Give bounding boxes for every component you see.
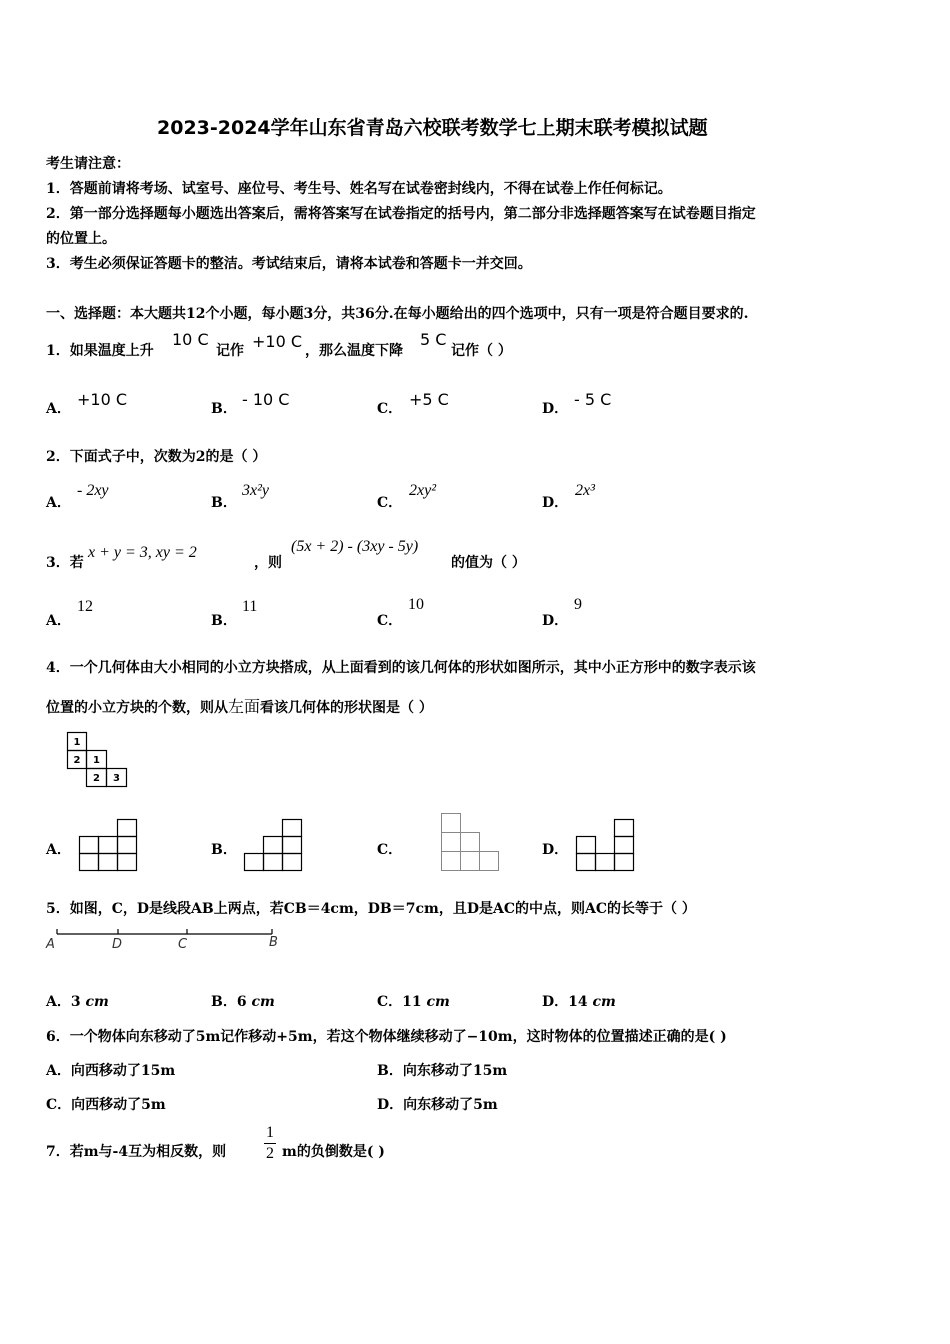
section-heading: 一、选择题：本大题共12个小题，每小题3分，共36分.在每小题给出的四个选项中，只有一项是符合题目要求的. xyxy=(46,306,749,322)
q2-option-b-label: B． xyxy=(211,495,237,511)
q6-option-b xyxy=(377,1060,507,1080)
q5-option-c xyxy=(377,991,450,1011)
q2-option-a-label: A． xyxy=(46,495,71,511)
q5-option-a-value: 3 xyxy=(70,994,86,1010)
q4-option-d-label: D． xyxy=(542,842,569,858)
q5-option-c-label: C． xyxy=(377,994,403,1010)
q2-option-c-value: 2xy² xyxy=(409,482,436,499)
grid-number: 3 xyxy=(113,773,120,784)
grid-number: 2 xyxy=(93,773,100,784)
question-4-text-a: 位置的小立方块的个数，则从 xyxy=(46,700,228,716)
fraction-denominator: 2 xyxy=(266,1145,274,1162)
q6-option-a-value: 向西移动了15m xyxy=(70,1063,176,1079)
question-1-text-b: 记作 xyxy=(216,343,244,359)
q1-option-a-value: +10 C xyxy=(77,390,128,409)
question-4-text-line1: 4．一个几何体由大小相同的小立方块搭成，从上面看到的该几何体的形状如图所示，其中小正方形中的数字表示该 xyxy=(46,660,756,676)
grid-number: 1 xyxy=(73,737,81,748)
top-view-grid xyxy=(60,724,134,790)
point-label: C xyxy=(178,937,188,952)
q4-option-b-figure xyxy=(243,818,305,872)
notice-item: 1．答题前请将考场、试室号、座位号、考生号、姓名写在试卷密封线内，不得在试卷上作任何标记。 xyxy=(46,181,672,197)
q2-option-c-label: C． xyxy=(377,495,403,511)
q5-option-b xyxy=(211,991,275,1011)
question-4-text-b: 看该几何体的形状图是（ ） xyxy=(260,700,433,716)
q4-option-a-label: A． xyxy=(46,842,71,858)
q5-option-d-value: 14 xyxy=(568,994,593,1010)
q3-option-b-label: B． xyxy=(211,613,237,629)
point-label: B xyxy=(269,935,278,950)
q6-option-a-label: A． xyxy=(46,1063,71,1079)
q1-option-c-value: +5 C xyxy=(409,390,449,409)
grid-number: 1 xyxy=(93,755,100,766)
q6-option-c-label: C． xyxy=(46,1097,72,1113)
q5-option-b-label: B． xyxy=(211,994,237,1010)
q4-option-b-label: B． xyxy=(211,842,237,858)
page-title: 2023-2024学年山东省青岛六校联考数学七上期末联考模拟试题 xyxy=(157,117,708,139)
q6-option-d-label: D． xyxy=(377,1097,404,1113)
notice-item: 的位置上。 xyxy=(46,231,116,247)
q6-option-d xyxy=(377,1094,498,1114)
q5-option-d-unit: cm xyxy=(592,994,616,1010)
q3-option-d-label: D． xyxy=(542,613,569,629)
question-4-text-emph: 左面 xyxy=(228,697,261,716)
question-3-text-a: 3．若 xyxy=(46,555,84,571)
q5-option-c-unit: cm xyxy=(426,994,450,1010)
q6-option-b-label: B． xyxy=(377,1063,403,1079)
q4-option-a-figure xyxy=(78,818,140,872)
question-2-text: 2．下面式子中，次数为2的是（ ） xyxy=(46,449,267,465)
question-3-math: (5x + 2) - (3xy - 5y) xyxy=(291,538,419,555)
point-label: D xyxy=(112,937,123,952)
question-1-text-a: 1．如果温度上升 xyxy=(46,343,154,359)
q6-option-c-value: 向西移动了5m xyxy=(71,1097,166,1113)
q1-option-d-label: D． xyxy=(542,401,569,417)
q4-option-c-figure xyxy=(439,812,503,872)
q2-option-d-label: D． xyxy=(542,495,569,511)
q2-option-a-value: - 2xy xyxy=(77,482,109,499)
notice-item: 2．第一部分选择题每小题选出答案后，需将答案写在试卷指定的括号内，第二部分非选择题答案写在试卷题目指定 xyxy=(46,206,756,222)
q5-option-a-unit: cm xyxy=(85,994,109,1010)
fraction-numerator: 1 xyxy=(266,1124,274,1141)
q3-option-b-value: 11 xyxy=(242,598,258,615)
question-5-text: 5．如图，C，D是线段AB上两点，若CB＝4cm，DB＝7cm，且D是AC的中点，则AC的长等于（ ） xyxy=(46,901,696,917)
notice-heading: 考生请注意： xyxy=(46,156,130,172)
q6-option-b-value: 向东移动了15m xyxy=(402,1063,508,1079)
q2-option-b-value: 3x²y xyxy=(242,482,269,499)
q5-option-b-unit: cm xyxy=(251,994,275,1010)
q4-option-d-figure xyxy=(575,818,637,872)
q5-option-d-label: D． xyxy=(542,994,569,1010)
question-7-text-b: m的负倒数是( ) xyxy=(282,1144,385,1160)
question-1-math: 10 C xyxy=(172,330,209,349)
question-3-math: x + y = 3, xy = 2 xyxy=(88,544,197,561)
point-label: A xyxy=(46,937,55,952)
q6-option-c xyxy=(46,1094,166,1114)
question-3-text-b: ，则 xyxy=(254,555,282,571)
q2-option-d-value: 2x³ xyxy=(575,482,595,499)
q1-option-c-label: C． xyxy=(377,401,403,417)
question-1-text-c: ，那么温度下降 xyxy=(305,343,403,359)
notice-item: 3．考生必须保证答题卡的整洁。考试结束后，请将本试卷和答题卡一并交回。 xyxy=(46,256,532,272)
question-1-math: 5 C xyxy=(420,330,447,349)
question-3-text-c: 的值为（ ） xyxy=(451,555,526,571)
q1-option-b-label: B． xyxy=(211,401,237,417)
segment-figure xyxy=(44,926,284,954)
q5-option-a xyxy=(46,991,109,1011)
q5-option-c-value: 11 xyxy=(402,994,427,1010)
q3-option-c-label: C． xyxy=(377,613,403,629)
question-1-text-d: 记作（ ） xyxy=(451,343,512,359)
q1-option-b-value: - 10 C xyxy=(242,390,290,409)
q5-option-a-label: A． xyxy=(46,994,71,1010)
q6-option-a xyxy=(46,1060,175,1080)
q1-option-a-label: A． xyxy=(46,401,71,417)
question-6-text: 6．一个物体向东移动了5m记作移动+5m，若这个物体继续移动了−10m，这时物体的位置描述正确的是( ) xyxy=(46,1029,727,1045)
q5-option-b-value: 6 xyxy=(236,994,252,1010)
q5-option-d xyxy=(542,991,616,1011)
grid-number: 2 xyxy=(73,755,81,766)
fraction-one-half xyxy=(263,1124,277,1163)
question-7-text-a: 7．若m与-4互为相反数，则 xyxy=(46,1144,227,1160)
q3-option-a-label: A． xyxy=(46,613,71,629)
q3-option-c-value: 10 xyxy=(408,596,424,613)
q4-option-c-label: C． xyxy=(377,842,403,858)
question-4-text-line2 xyxy=(46,694,433,717)
q3-option-d-value: 9 xyxy=(574,596,582,613)
q3-option-a-value: 12 xyxy=(77,598,93,615)
question-1-math: +10 C xyxy=(252,332,303,351)
q6-option-d-value: 向东移动了5m xyxy=(403,1097,498,1113)
q1-option-d-value: - 5 C xyxy=(574,390,612,409)
